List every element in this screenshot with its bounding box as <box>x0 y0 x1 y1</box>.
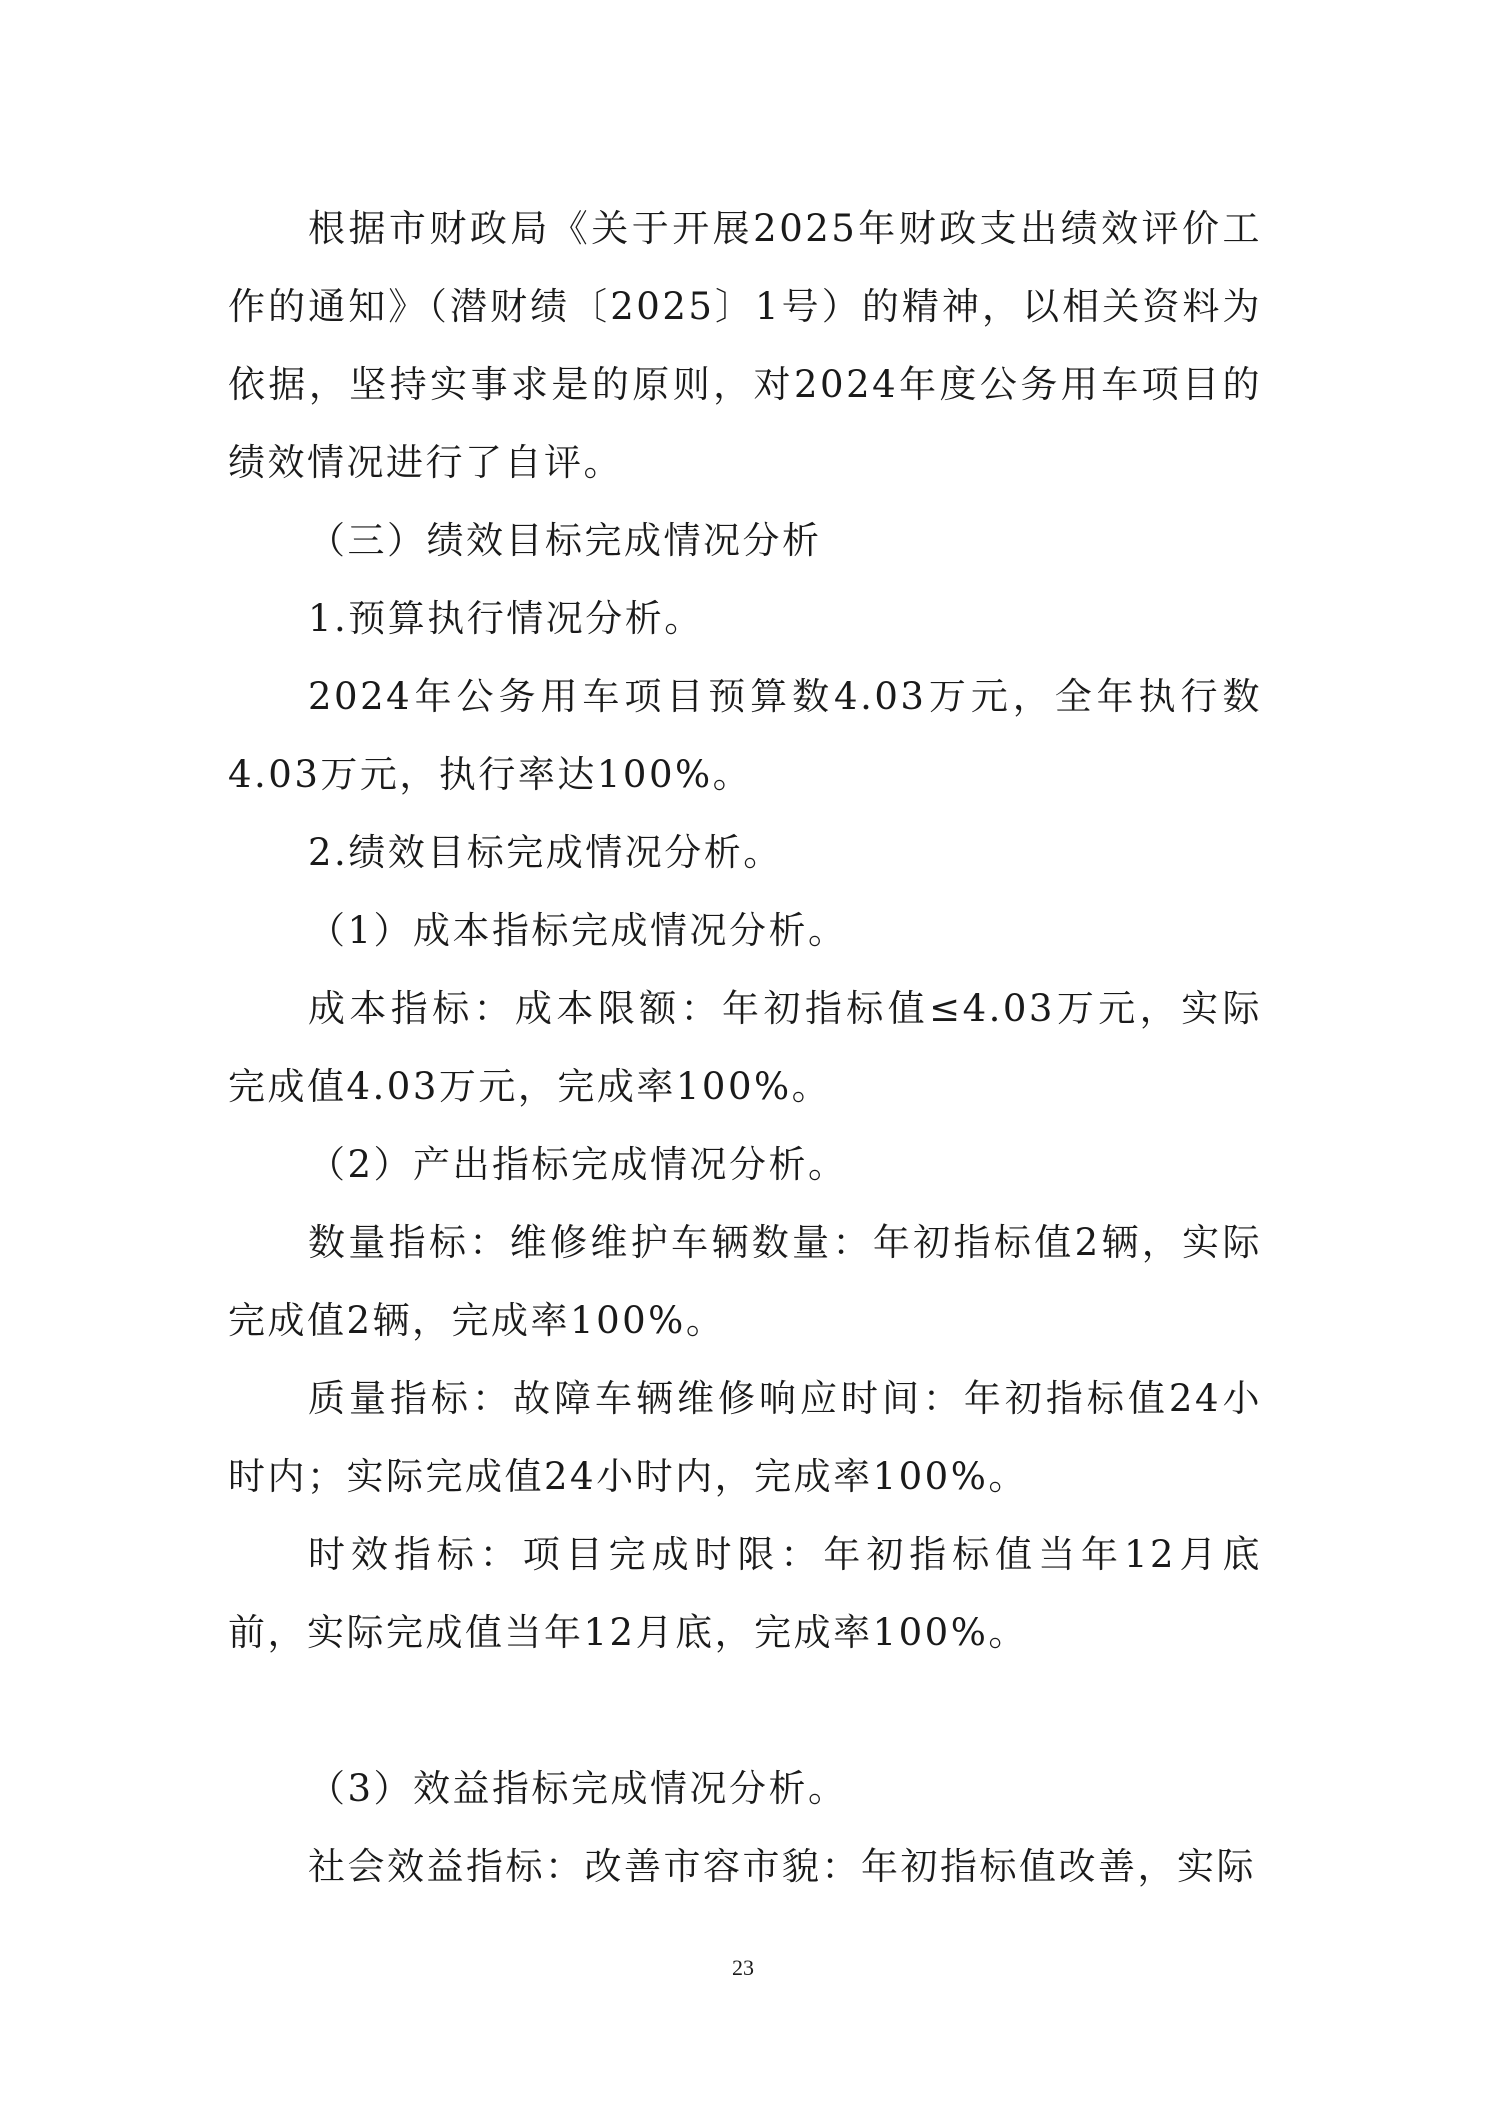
blank-line <box>228 1672 1262 1750</box>
section-heading: （三）绩效目标完成情况分析 <box>308 519 822 562</box>
paragraph: 成本指标：成本限额：年初指标值≤4.03万元，实际完成值4.03万元，完成率100%。 <box>228 987 1262 1108</box>
paragraph: 时效指标：项目完成时限：年初指标值当年12月底前，实际完成值当年12月底，完成率100%。 <box>228 1533 1262 1654</box>
paragraph: 数量指标：维修维护车辆数量：年初指标值2辆，实际完成值2辆，完成率100%。 <box>228 1221 1262 1342</box>
subheading: （3）效益指标完成情况分析。 <box>308 1767 848 1810</box>
page-number: 23 <box>732 1955 754 1980</box>
subheading: （2）产出指标完成情况分析。 <box>308 1143 848 1186</box>
body-text <box>228 190 1262 1906</box>
paragraph: 质量指标：故障车辆维修响应时间：年初指标值24小时内；实际完成值24小时内，完成率100%。 <box>228 1377 1262 1498</box>
paragraph: 社会效益指标：改善市容市貌：年初指标值改善，实际 <box>308 1845 1256 1888</box>
paragraph: 根据市财政局《关于开展2025年财政支出绩效评价工作的通知》（潜财绩〔2025〕1号）的精神，以相关资料为依据，坚持实事求是的原则，对2024年度公务用车项目的绩效情况进行了自评。 <box>228 207 1262 484</box>
subheading: （1）成本指标完成情况分析。 <box>308 909 848 952</box>
subheading: 1.预算执行情况分析。 <box>308 597 704 640</box>
paragraph: 2024年公务用车项目预算数4.03万元，全年执行数4.03万元，执行率达100%。 <box>228 675 1262 796</box>
subheading: 2.绩效目标完成情况分析。 <box>308 831 783 874</box>
